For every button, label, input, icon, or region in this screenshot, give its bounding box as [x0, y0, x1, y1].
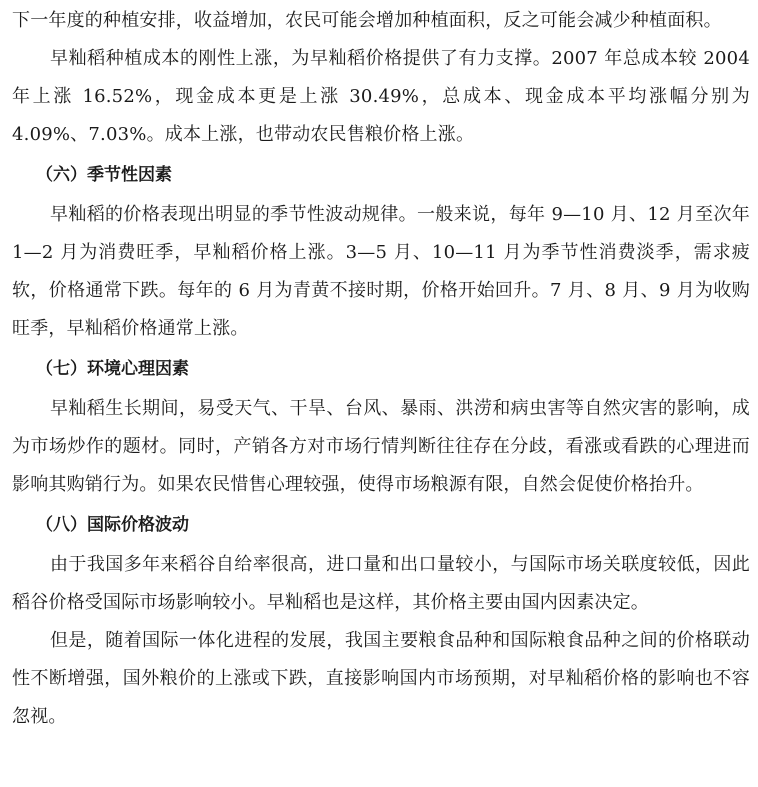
section-heading-psychology: （七）环境心理因素 — [36, 359, 189, 379]
section-heading-seasonal: （六）季节性因素 — [36, 165, 172, 185]
paragraph-cost: 早籼稻种植成本的刚性上涨，为早籼稻价格提供了有力支撑。2007 年总成本较 2004 年上涨 16.52%，现金成本更是上涨 30.49%，总成本、现金成本平均涨幅分别为 4.09%、7.03%。成本上涨，也带动农民售粮价格上涨。 — [12, 48, 750, 145]
paragraph-psychology: 早籼稻生长期间，易受天气、干旱、台风、暴雨、洪涝和病虫害等自然灾害的影响，成为市场炒作的题材。同时，产销各方对市场行情判断往往存在分歧，看涨或看跌的心理进而影响其购销行为。如果农民惜售心理较强，使得市场粮源有限，自然会促使价格抬升。 — [12, 398, 750, 495]
paragraph-continuation: 下一年度的种植安排，收益增加，农民可能会增加种植面积，反之可能会减少种植面积。 — [12, 10, 722, 31]
paragraph-international-1: 由于我国多年来稻谷自给率很高，进口量和出口量较小，与国际市场关联度较低，因此稻谷价格受国际市场影响较小。早籼稻也是这样，其价格主要由国内因素决定。 — [12, 554, 750, 613]
paragraph-seasonal: 早籼稻的价格表现出明显的季节性波动规律。一般来说，每年 9—10 月、12 月至次年 1—2 月为消费旺季，早籼稻价格上涨。3—5 月、10—11 月为季节性消费淡季，需求疲软，价格通常下跌。每年的 6 月为青黄不接时期，价格开始回升。7 月、8 月、9 月为收购旺季，早籼稻价格通常上涨。 — [12, 204, 750, 339]
paragraph-international-2: 但是，随着国际一体化进程的发展，我国主要粮食品种和国际粮食品种之间的价格联动性不断增强，国外粮价的上涨或下跌，直接影响国内市场预期，对早籼稻价格的影响也不容忽视。 — [12, 630, 750, 727]
section-heading-international: （八）国际价格波动 — [36, 515, 189, 535]
